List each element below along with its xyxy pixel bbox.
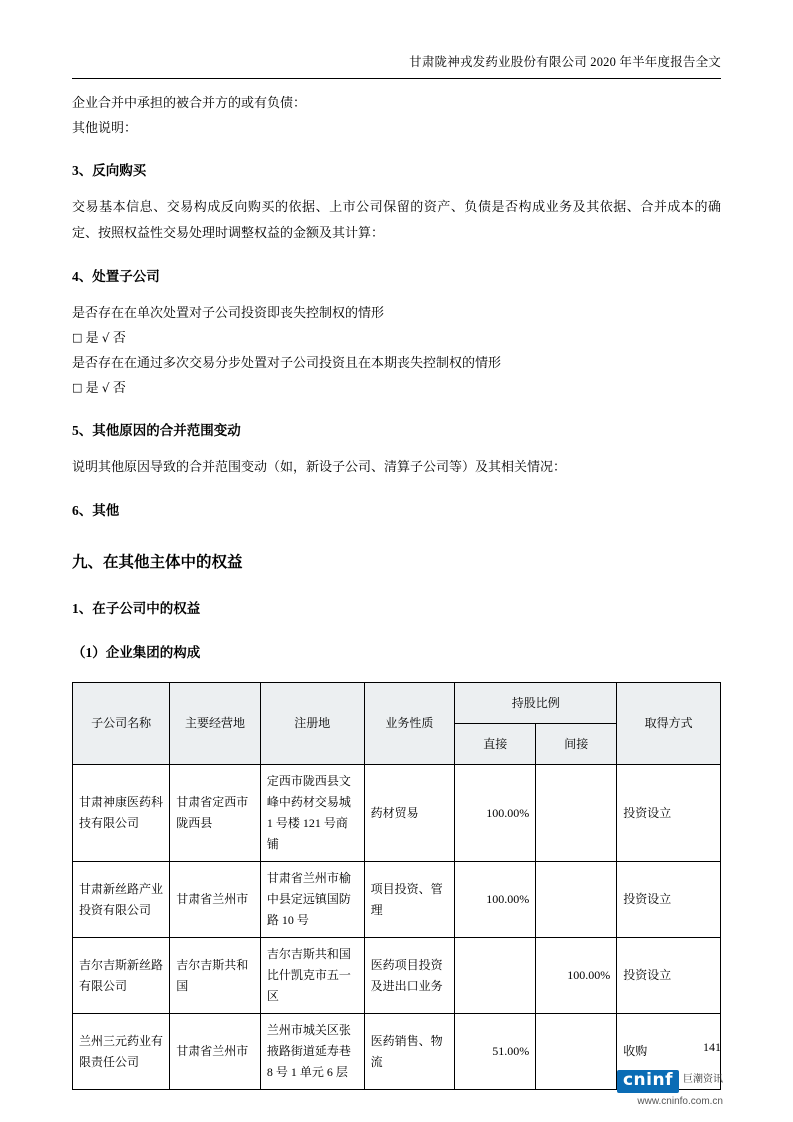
cell-registration-place: 兰州市城关区张掖路街道延寿巷 8 号 1 单元 6 层	[260, 1014, 364, 1090]
section-heading-reverse-acquisition: 3、反向购买	[72, 163, 147, 178]
column-header-direct: 直接	[455, 724, 536, 765]
checkbox-unchecked-icon[interactable]: □	[72, 331, 83, 344]
column-header-acquisition-method: 取得方式	[617, 683, 721, 765]
section-heading-disposal-subsidiary: 4、处置子公司	[72, 269, 160, 284]
spacer	[72, 140, 721, 158]
checkbox-checked-icon[interactable]: √	[101, 331, 110, 345]
table-row	[73, 938, 721, 1014]
spacer	[72, 400, 721, 418]
cell-indirect-ratio	[536, 765, 617, 862]
cell-main-operating-place: 甘肃省兰州市	[170, 862, 261, 938]
cell-registration-place: 吉尔吉斯共和国比什凯克市五一区	[260, 938, 364, 1014]
section-heading-interests-other-entities: 九、在其他主体中的权益	[72, 554, 243, 571]
cell-acquisition-method: 收购	[617, 1014, 721, 1090]
column-header-main-operating-place: 主要经营地	[170, 683, 261, 765]
cell-main-operating-place: 甘肃省兰州市	[170, 1014, 261, 1090]
cell-business-nature: 项目投资、管理	[364, 862, 455, 938]
section-heading-interests-subsidiaries: 1、在子公司中的权益	[72, 601, 201, 616]
cell-registration-place: 定西市陇西县文峰中药材交易城 1 号楼 121 号商铺	[260, 765, 364, 862]
column-header-shareholding-ratio: 持股比例	[455, 683, 617, 724]
cell-subsidiary-name: 甘肃神康医药科技有限公司	[73, 765, 170, 862]
cell-subsidiary-name: 兰州三元药业有限责任公司	[73, 1014, 170, 1090]
cell-business-nature: 医药销售、物流	[364, 1014, 455, 1090]
cell-subsidiary-name: 吉尔吉斯新丝路有限公司	[73, 938, 170, 1014]
section-heading-scope-change: 5、其他原因的合并范围变动	[72, 423, 241, 438]
logo-brand-text: cninf	[617, 1070, 679, 1093]
spacer	[72, 480, 721, 498]
cell-subsidiary-name: 甘肃新丝路产业投资有限公司	[73, 862, 170, 938]
paragraph-scope-change: 说明其他原因导致的合并范围变动（如，新设子公司、清算子公司等）及其相关情况：	[72, 459, 567, 474]
page-content	[72, 90, 721, 1090]
page-header	[72, 52, 721, 70]
spacer	[72, 622, 721, 640]
cell-direct-ratio: 100.00%	[455, 765, 536, 862]
cninfo-logo	[617, 1070, 723, 1107]
spacer	[72, 290, 721, 300]
cell-business-nature: 药材贸易	[364, 765, 455, 862]
logo-chinese-text: 巨潮资讯	[683, 1074, 723, 1085]
cell-acquisition-method: 投资设立	[617, 938, 721, 1014]
checkbox-unchecked-icon[interactable]: □	[72, 381, 83, 394]
cell-acquisition-method: 投资设立	[617, 862, 721, 938]
paragraph-contingent-liabilities: 企业合并中承担的被合并方的或有负债：	[72, 95, 307, 110]
column-header-registration-place: 注册地	[260, 683, 364, 765]
checkbox-checked-icon[interactable]: √	[101, 381, 110, 395]
answer-label-yes: 是	[85, 380, 99, 395]
spacer	[72, 184, 721, 194]
cell-indirect-ratio	[536, 1014, 617, 1090]
cell-direct-ratio: 100.00%	[455, 862, 536, 938]
column-header-indirect: 间接	[536, 724, 617, 765]
answer-row-single-disposal	[72, 326, 721, 350]
logo-url: www.cninfo.com.cn	[637, 1095, 723, 1107]
question-single-disposal: 是否存在在单次处置对子公司投资即丧失控制权的情形	[72, 305, 385, 320]
table-row	[73, 765, 721, 862]
subsidiary-table	[72, 682, 721, 1090]
question-stepwise-disposal: 是否存在在通过多次交易分步处置对子公司投资且在本期丧失控制权的情形	[72, 355, 502, 370]
column-header-subsidiary-name: 子公司名称	[73, 683, 170, 765]
spacer	[72, 524, 721, 548]
header-divider	[72, 78, 721, 79]
answer-row-stepwise-disposal	[72, 376, 721, 400]
section-heading-other: 6、其他	[72, 503, 120, 518]
answer-label-no: 否	[112, 330, 126, 345]
page-number: 141	[703, 1040, 721, 1054]
cell-main-operating-place: 甘肃省定西市陇西县	[170, 765, 261, 862]
cell-indirect-ratio: 100.00%	[536, 938, 617, 1014]
spacer	[72, 444, 721, 454]
cell-acquisition-method: 投资设立	[617, 765, 721, 862]
cell-direct-ratio	[455, 938, 536, 1014]
spacer	[72, 578, 721, 596]
answer-label-no: 否	[112, 380, 126, 395]
header-title: 甘肃陇神戎发药业股份有限公司 2020 年半年度报告全文	[409, 55, 721, 69]
table-row	[73, 862, 721, 938]
section-heading-group-composition: （1）企业集团的构成	[72, 645, 201, 660]
table-body	[73, 765, 721, 1090]
spacer	[72, 246, 721, 264]
cell-business-nature: 医药项目投资及进出口业务	[364, 938, 455, 1014]
cell-main-operating-place: 吉尔吉斯共和国	[170, 938, 261, 1014]
paragraph-other-notes: 其他说明：	[72, 120, 138, 135]
answer-label-yes: 是	[85, 330, 99, 345]
cell-indirect-ratio	[536, 862, 617, 938]
paragraph-reverse-acquisition: 交易基本信息、交易构成反向购买的依据、上市公司保留的资产、负债是否构成业务及其依据、合并成本的确定、按照权益性交易处理时调整权益的金额及其计算：	[72, 199, 721, 240]
cell-direct-ratio: 51.00%	[455, 1014, 536, 1090]
column-header-business-nature: 业务性质	[364, 683, 455, 765]
cell-registration-place: 甘肃省兰州市榆中县定远镇国防路 10 号	[260, 862, 364, 938]
table-header-row-1	[73, 683, 721, 724]
